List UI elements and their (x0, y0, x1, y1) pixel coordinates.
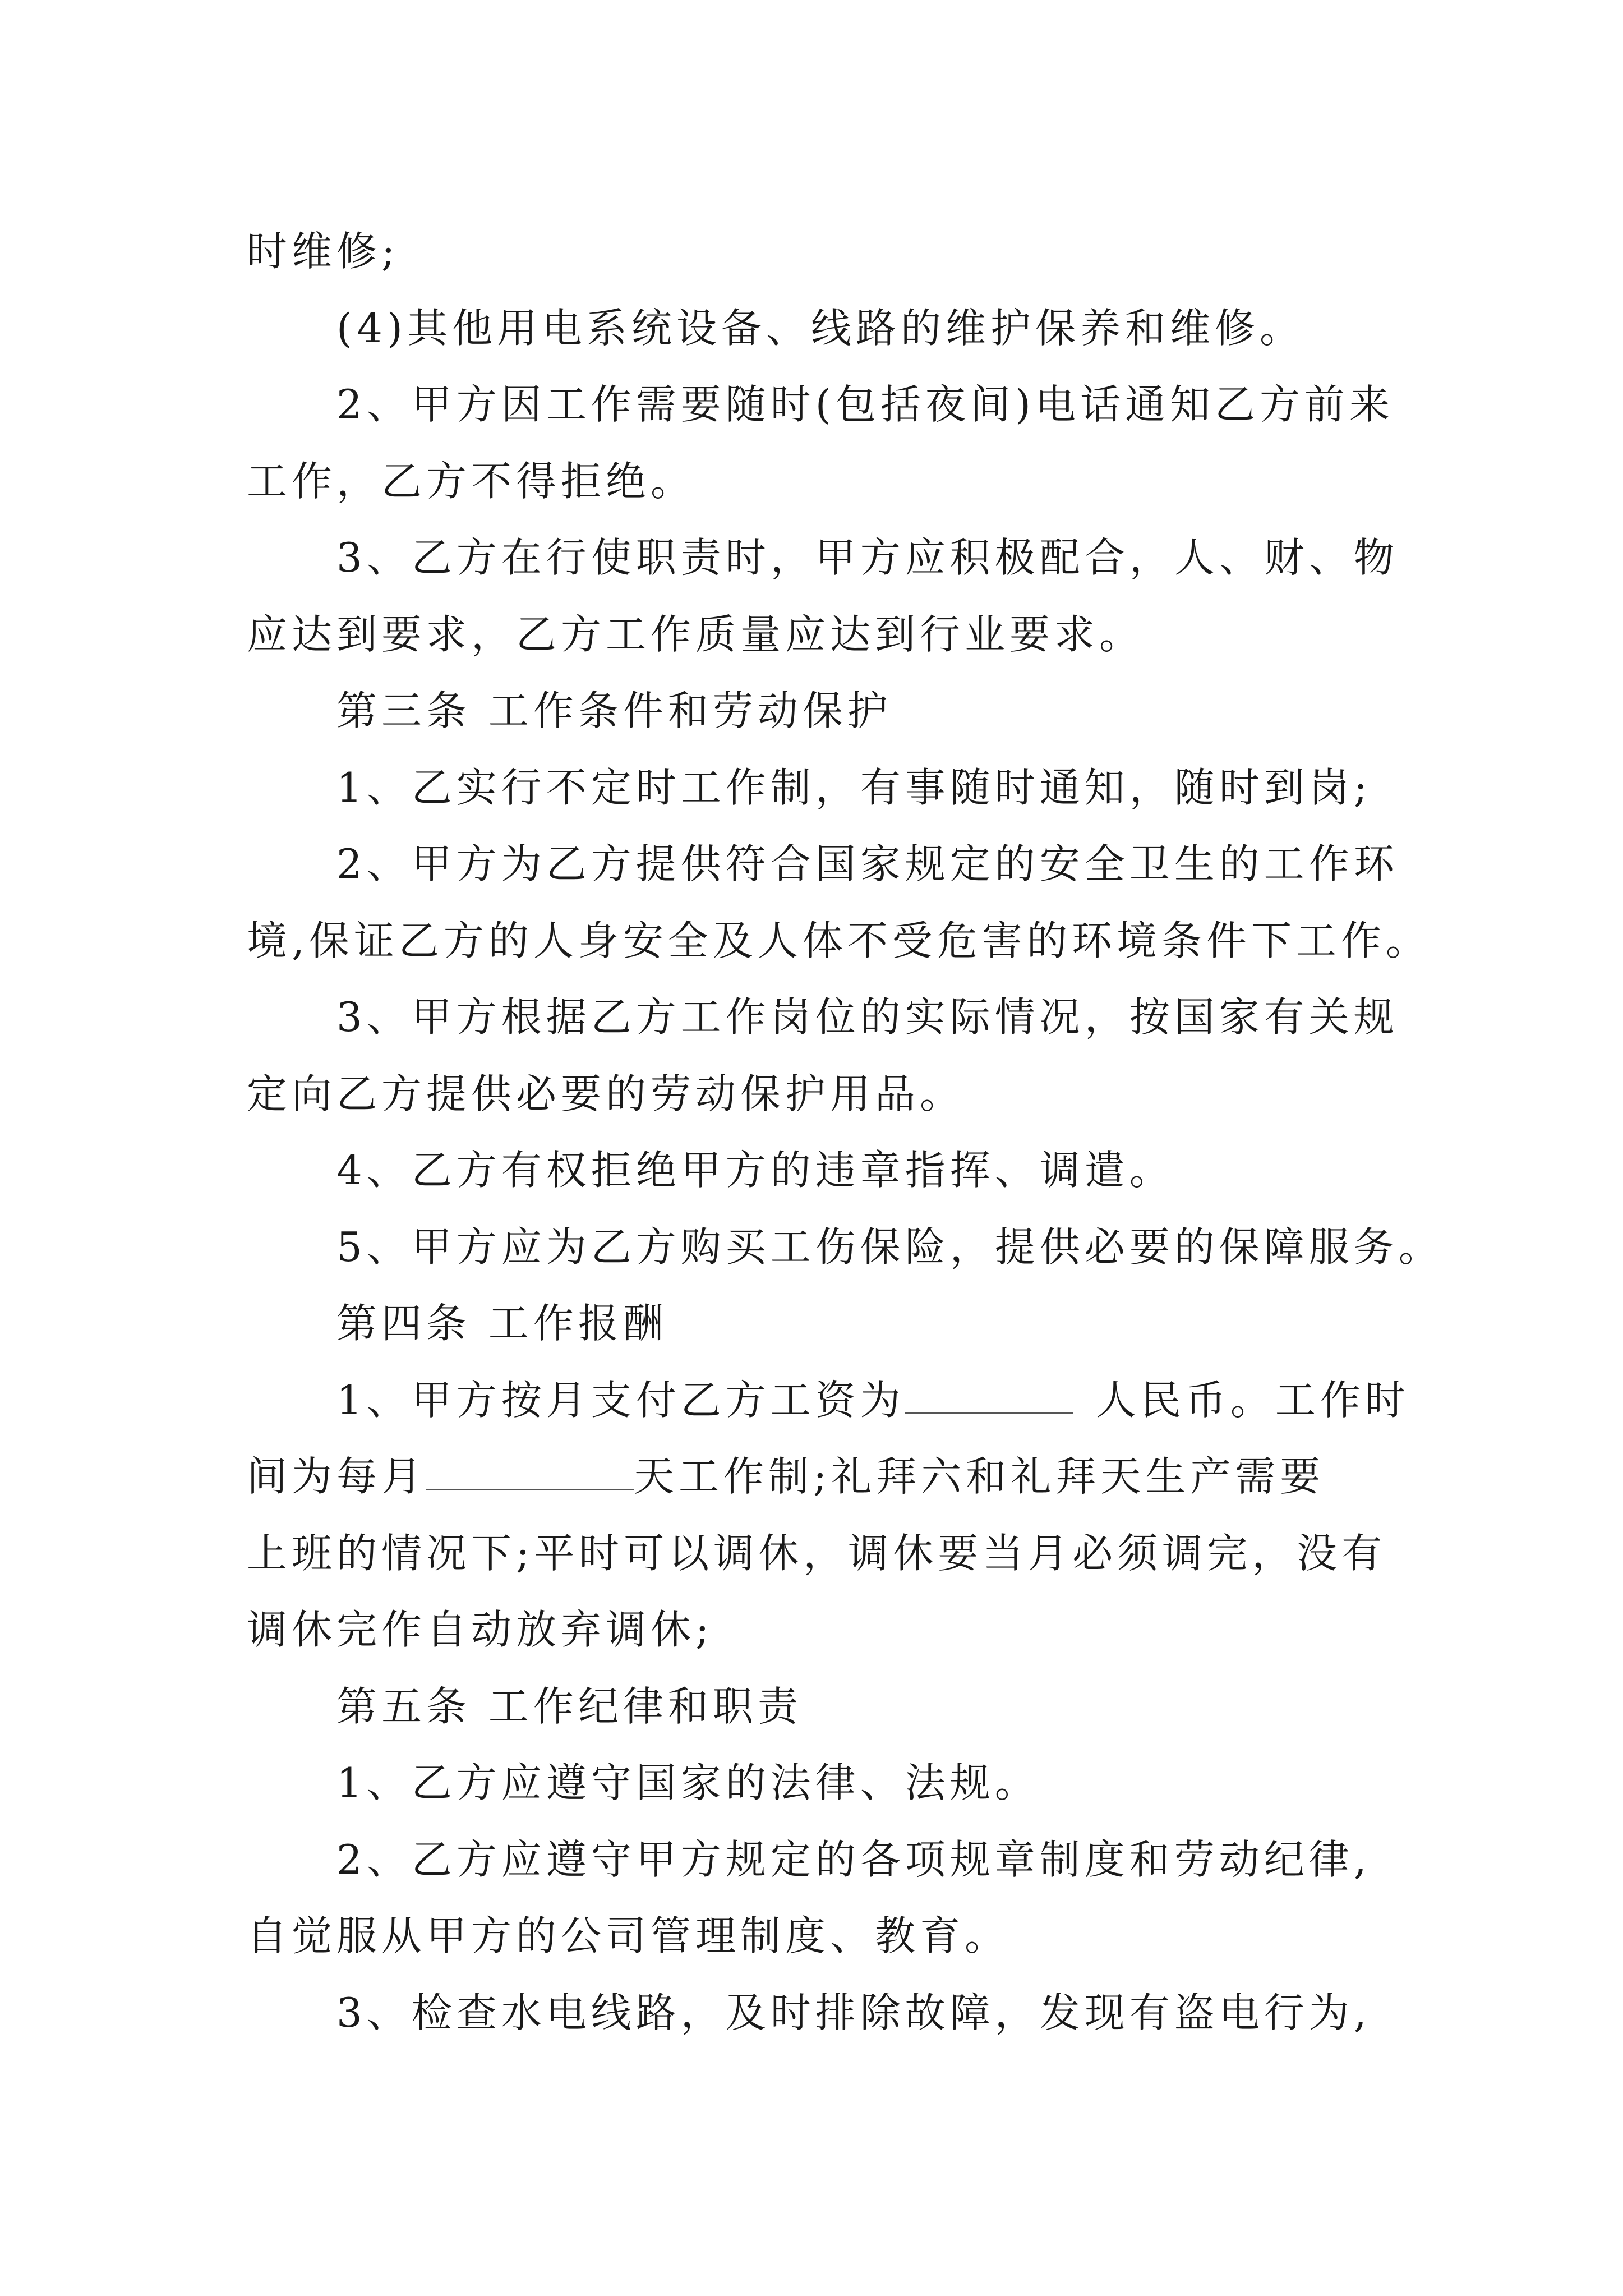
paragraph-line: 1、乙方应遵守国家的法律、法规。 (336, 1759, 1040, 1806)
paragraph-line: 时维修; (247, 228, 400, 275)
paragraph-line: 自觉服从甲方的公司管理制度、教育。 (247, 1912, 1010, 1959)
article-heading: 第五条 工作纪律和职责 (336, 1682, 803, 1730)
paragraph-line: 2、乙方应遵守甲方规定的各项规章制度和劳动纪律, (336, 1835, 1371, 1883)
workdays-text-after: 天工作制;礼拜六和礼拜天生产需要 (634, 1453, 1325, 1500)
paragraph-line: 3、甲方根据乙方工作岗位的实际情况，按国家有关规 (336, 993, 1399, 1041)
paragraph-line: 3、检查水电线路，及时排除故障，发现有盗电行为, (336, 1989, 1371, 2036)
workdays-line (247, 1438, 1391, 1515)
paragraph-line: 定向乙方提供必要的劳动保护用品。 (247, 1070, 965, 1117)
pay-line (247, 1362, 1410, 1439)
paragraph-line: 应达到要求，乙方工作质量应达到行业要求。 (247, 610, 1145, 658)
paragraph-line: 境,保证乙方的人身安全及人体不受危害的环境条件下工作。 (247, 917, 1431, 964)
paragraph-line: 4、乙方有权拒绝甲方的违章指挥、调遣。 (336, 1147, 1174, 1194)
workdays-blank (426, 1453, 634, 1490)
paragraph-line: 1、乙实行不定时工作制，有事随时通知，随时到岗; (336, 763, 1372, 811)
salary-blank (905, 1377, 1073, 1414)
paragraph-line: 2、甲方因工作需要随时(包括夜间)电话通知乙方前来 (336, 381, 1394, 428)
workdays-text-before: 间为每月 (247, 1453, 427, 1500)
article-heading: 第三条 工作条件和劳动保护 (336, 687, 892, 734)
paragraph-line: (4)其他用电系统设备、线路的维护保养和维修。 (336, 304, 1304, 352)
paragraph-line: 5、甲方应为乙方购买工伤保险，提供必要的保障服务。 (336, 1223, 1444, 1271)
pay-text-before: 1、甲方按月支付乙方工资为 (336, 1376, 905, 1424)
paragraph-line: 3、乙方在行使职责时，甲方应积极配合，人、财、物 (336, 534, 1399, 581)
document-body (247, 213, 1444, 2051)
paragraph-line: 工作，乙方不得拒绝。 (247, 457, 696, 505)
pay-text-after: 人民币。工作时 (1095, 1376, 1410, 1424)
paragraph-line: 2、甲方为乙方提供符合国家规定的安全卫生的工作环 (336, 840, 1399, 887)
paragraph-line: 调休完作自动放弃调休; (247, 1606, 714, 1653)
article-heading: 第四条 工作报酬 (336, 1300, 668, 1347)
paragraph-line: 上班的情况下;平时可以调休，调休要当月必须调完，没有 (247, 1529, 1387, 1577)
